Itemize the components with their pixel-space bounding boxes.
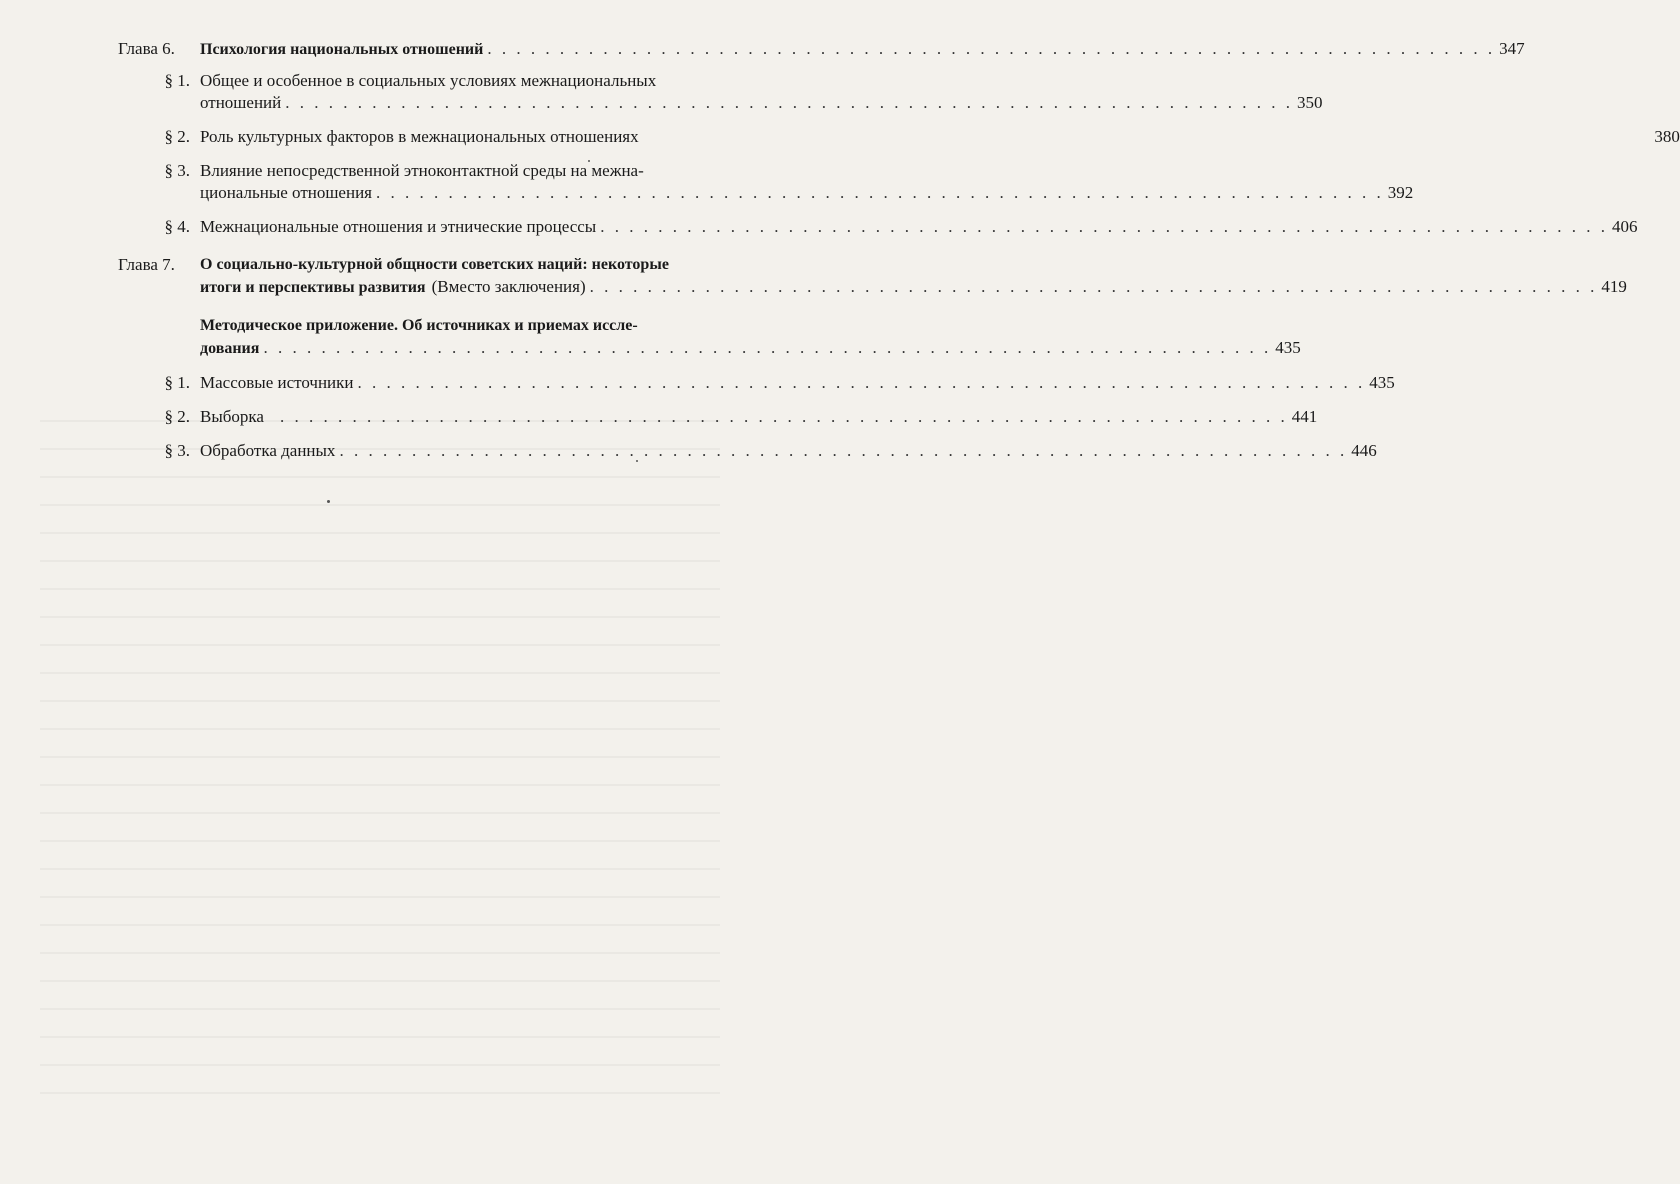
toc-entry-section <box>118 372 1395 394</box>
toc-entry-chapter-6 <box>118 38 1525 61</box>
entry-label: § 3. <box>164 161 190 180</box>
entry-title-suffix: (Вместо заключения) <box>431 277 586 296</box>
page-number: 350 <box>1296 93 1323 112</box>
table-of-contents <box>118 38 1680 462</box>
dot-leader <box>600 216 1608 238</box>
entry-title: Методическое приложение. Об источниках и приемах иссле- <box>200 317 638 334</box>
entry-label: § 2. <box>164 407 190 426</box>
entry-title: Влияние непосредственной этноконтактной среды на межна- <box>200 161 644 180</box>
page-number: 419 <box>1601 277 1627 296</box>
entry-label: § 4. <box>164 217 190 236</box>
entry-label <box>118 315 200 360</box>
toc-entry-section <box>118 70 1323 114</box>
dot-leader <box>339 440 1347 462</box>
page-number: 392 <box>1387 183 1414 202</box>
dot-leader <box>376 182 1384 204</box>
page-number: 441 <box>1291 407 1318 426</box>
entry-title: Обработка данных <box>200 441 336 460</box>
entry-title: Массовые источники <box>200 373 354 392</box>
toc-entry-chapter-7 <box>118 254 1627 299</box>
toc-entry-section <box>118 126 1680 148</box>
page-number: 406 <box>1611 217 1638 236</box>
page-number: 435 <box>1369 373 1395 392</box>
dot-leader <box>358 372 1366 394</box>
show-through-texture <box>40 420 720 1120</box>
entry-title: Общее и особенное в социальных условиях межнациональных <box>200 71 657 90</box>
entry-title-cont: циональные отношения <box>200 183 372 202</box>
toc-entry-section <box>118 440 1377 462</box>
entry-label: § 2. <box>164 127 190 146</box>
toc-entry-section <box>118 160 1414 204</box>
toc-entry-section <box>118 406 1318 428</box>
toc-entry-section <box>118 216 1638 238</box>
page-number: 446 <box>1351 441 1377 460</box>
page-number: 380 <box>1654 127 1680 146</box>
entry-title-cont: дования <box>200 340 260 357</box>
page-number: 435 <box>1275 338 1301 357</box>
dot-leader <box>487 38 1495 60</box>
print-speck <box>327 500 330 503</box>
dot-leader <box>280 406 1288 428</box>
entry-title: Межнациональные отношения и этнические процессы <box>200 217 597 236</box>
entry-label: Глава 6. <box>118 39 175 58</box>
entry-title: Психология национальных отношений <box>200 41 484 58</box>
entry-title: Выборка <box>200 407 264 426</box>
entry-label: § 3. <box>164 441 190 460</box>
entry-title: О социально-культурной общности советских наций: некоторые <box>200 256 669 273</box>
page-number: 347 <box>1499 39 1525 58</box>
entry-label: Глава 7. <box>118 255 175 274</box>
entry-label: § 1. <box>164 71 190 90</box>
entry-title-cont: итоги и перспективы развития <box>200 279 426 296</box>
entry-label: § 1. <box>164 373 190 392</box>
entry-title: Роль культурных факторов в межнациональных отношениях <box>200 127 639 146</box>
dot-leader <box>285 92 1293 114</box>
dot-leader <box>263 337 1271 359</box>
dot-leader <box>590 276 1598 298</box>
entry-title-cont: отношений <box>200 93 282 112</box>
toc-entry-appendix <box>118 315 1301 360</box>
